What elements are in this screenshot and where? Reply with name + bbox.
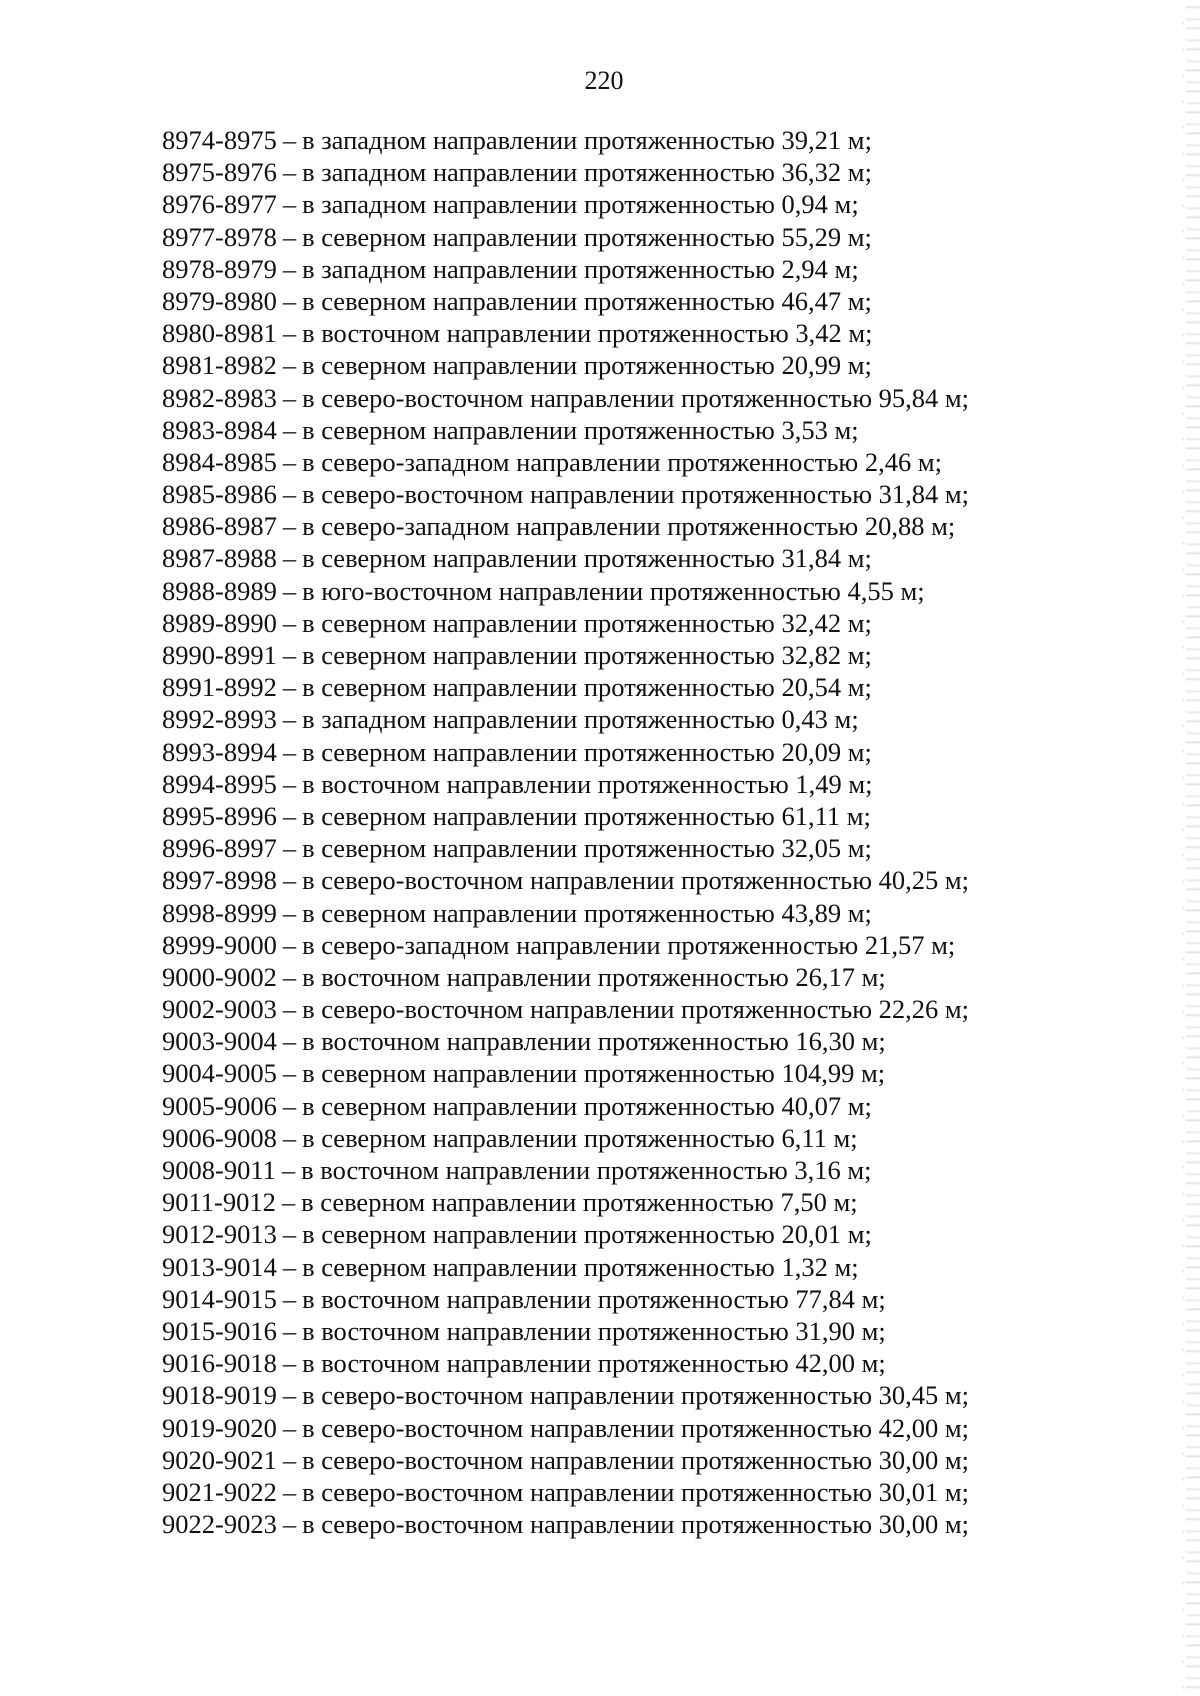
segment-points: 8991-8992 [162, 672, 277, 703]
segment-description: в северо-западном направлении протяженностью 20,88 м; [302, 511, 956, 542]
dash-separator: – [282, 1122, 297, 1153]
segment-points: 8974-8975 [162, 125, 277, 155]
dash-separator: – [282, 1380, 297, 1411]
dash-separator: – [282, 221, 297, 252]
dash-separator: – [282, 736, 297, 767]
list-item [162, 1412, 1062, 1444]
segment-points: 9011-9012 [162, 1187, 276, 1218]
list-item [162, 221, 1062, 253]
segment-points: 8992-8993 [162, 704, 277, 735]
segment-description: в западном направлении протяженностью 2,94 м; [302, 253, 859, 284]
dash-separator: – [282, 125, 297, 155]
segment-points: 8984-8985 [162, 446, 277, 477]
segment-description: в северо-восточном направлении протяженностью 30,45 м; [302, 1380, 970, 1411]
list-item [162, 1379, 1062, 1411]
list-item [162, 1122, 1062, 1154]
list-item [162, 1186, 1062, 1218]
list-item [162, 1025, 1062, 1057]
dash-separator: – [282, 575, 297, 606]
list-item [162, 575, 1062, 607]
segment-points: 9013-9014 [162, 1251, 277, 1282]
dash-separator: – [282, 994, 297, 1025]
dash-separator: – [282, 511, 297, 542]
segment-points: 8996-8997 [162, 833, 277, 864]
list-item [162, 317, 1062, 349]
segment-points: 9018-9019 [162, 1380, 277, 1411]
dash-separator: – [282, 285, 297, 316]
dash-separator: – [282, 1444, 297, 1475]
segment-points: 8978-8979 [162, 253, 277, 284]
segment-points: 9003-9004 [162, 1026, 277, 1057]
segment-points: 8988-8989 [162, 575, 277, 606]
segment-description: в северо-восточном направлении протяженностью 95,84 м; [302, 382, 970, 413]
segment-points: 8981-8982 [162, 350, 277, 381]
segment-points: 8985-8986 [162, 479, 277, 510]
dash-separator: – [282, 446, 297, 477]
list-item [162, 414, 1062, 446]
segment-points: 8986-8987 [162, 511, 277, 542]
segment-description: в северо-восточном направлении протяженностью 30,00 м; [302, 1509, 970, 1540]
list-item [162, 993, 1062, 1025]
list-item [162, 864, 1062, 896]
segment-description: в западном направлении протяженностью 0,94 м; [302, 189, 859, 220]
segment-points: 9014-9015 [162, 1283, 277, 1314]
segment-points: 8976-8977 [162, 189, 277, 220]
dash-separator: – [282, 543, 297, 574]
segment-points: 8995-8996 [162, 800, 277, 831]
segment-description: в северо-восточном направлении протяженностью 30,00 м; [302, 1444, 970, 1475]
list-item [162, 382, 1062, 414]
segment-description: в северо-восточном направлении протяженностью 31,84 м; [302, 479, 970, 510]
segment-points: 8993-8994 [162, 736, 277, 767]
segment-description: в восточном направлении протяженностью 77,84 м; [302, 1283, 886, 1314]
dash-separator: – [282, 1476, 297, 1507]
segment-points: 9015-9016 [162, 1315, 277, 1346]
segment-description: в северо-западном направлении протяженностью 21,57 м; [302, 929, 956, 960]
dash-separator: – [282, 189, 297, 220]
dash-separator: – [281, 1187, 296, 1218]
list-item [162, 188, 1062, 220]
list-item [162, 1090, 1062, 1122]
dash-separator: – [282, 800, 297, 831]
list-item [162, 253, 1062, 285]
dash-separator: – [282, 768, 297, 799]
segment-points: 8977-8978 [162, 221, 277, 252]
segment-description: в северном направлении протяженностью 43,89 м; [302, 897, 872, 928]
segment-description: в северном направлении протяженностью 20,09 м; [302, 736, 872, 767]
list-item [162, 671, 1062, 703]
dash-separator: – [282, 1058, 297, 1089]
segment-description: в северном направлении протяженностью 3,53 м; [302, 414, 859, 445]
segment-description: в северном направлении протяженностью 40,07 м; [302, 1090, 872, 1121]
list-item [162, 1347, 1062, 1379]
segment-description: в северном направлении протяженностью 20,54 м; [302, 672, 872, 703]
segment-description: в северо-восточном направлении протяженностью 40,25 м; [302, 865, 970, 896]
dash-separator: – [282, 607, 297, 638]
page-number: 220 [584, 66, 624, 95]
segment-points: 8980-8981 [162, 318, 277, 349]
segment-points: 9008-9011 [162, 1155, 276, 1185]
list-item [162, 349, 1062, 381]
list-item [162, 478, 1062, 510]
dash-separator: – [282, 350, 297, 381]
dash-separator: – [282, 479, 297, 510]
dash-separator: – [282, 414, 297, 445]
list-item [162, 124, 1062, 156]
segment-description: в западном направлении протяженностью 0,43 м; [302, 704, 859, 735]
list-item [162, 542, 1062, 574]
segment-points: 8994-8995 [162, 768, 277, 799]
dash-separator: – [282, 1251, 297, 1282]
dash-separator: – [282, 833, 297, 864]
segment-description: в восточном направлении протяженностью 31,90 м; [302, 1315, 886, 1346]
dash-separator: – [282, 253, 297, 284]
segment-description: в восточном направлении протяженностью 3,16 м; [301, 1155, 872, 1185]
dash-separator: – [282, 382, 297, 413]
dash-separator: – [282, 157, 297, 188]
segment-points: 9021-9022 [162, 1476, 277, 1507]
segment-description: в западном направлении протяженностью 36,32 м; [302, 157, 872, 188]
list-item [162, 285, 1062, 317]
segment-description: в северном направлении протяженностью 20,01 м; [302, 1219, 872, 1250]
segment-points: 9002-9003 [162, 994, 277, 1025]
dash-separator: – [281, 1155, 296, 1185]
dash-separator: – [282, 961, 297, 992]
segment-description: в северо-западном направлении протяженностью 2,46 м; [302, 446, 942, 477]
segment-description: в северном направлении протяженностью 1,32 м; [302, 1251, 859, 1282]
list-item [162, 736, 1062, 768]
list-item [162, 446, 1062, 478]
dash-separator: – [282, 1219, 297, 1250]
dash-separator: – [282, 1412, 297, 1443]
segment-points: 9004-9005 [162, 1058, 277, 1089]
segment-points: 8982-8983 [162, 382, 277, 413]
list-item [162, 929, 1062, 961]
segment-description: в юго-восточном направлении протяженностью 4,55 м; [302, 575, 925, 606]
segment-description: в восточном направлении протяженностью 26,17 м; [302, 961, 886, 992]
segment-description: в восточном направлении протяженностью 3,42 м; [302, 318, 873, 349]
segment-points: 8975-8976 [162, 157, 277, 188]
dash-separator: – [282, 640, 297, 670]
segment-points: 9019-9020 [162, 1412, 277, 1443]
segment-points: 9000-9002 [162, 961, 277, 992]
segment-points: 8983-8984 [162, 414, 277, 445]
segment-description: в северном направлении протяженностью 61,11 м; [302, 800, 871, 831]
segment-points: 9005-9006 [162, 1090, 277, 1121]
list-item [162, 1251, 1062, 1283]
segment-description: в западном направлении протяженностью 39,21 м; [302, 125, 872, 155]
segment-description: в северном направлении протяженностью 32,82 м; [302, 640, 872, 670]
dash-separator: – [282, 1509, 297, 1540]
list-item [162, 1283, 1062, 1315]
dash-separator: – [282, 897, 297, 928]
segment-description: в северо-восточном направлении протяженностью 30,01 м; [302, 1476, 970, 1507]
list-item [162, 1154, 1062, 1186]
list-item [162, 1476, 1062, 1508]
list-item [162, 1315, 1062, 1347]
segment-points: 8989-8990 [162, 607, 277, 638]
segment-points: 9022-9023 [162, 1509, 277, 1540]
segment-points: 8999-9000 [162, 929, 277, 960]
list-item [162, 1508, 1062, 1540]
dash-separator: – [282, 1090, 297, 1121]
segment-description: в восточном направлении протяженностью 16,30 м; [302, 1026, 886, 1057]
list-item [162, 1057, 1062, 1089]
scan-edge-artifact [1186, 0, 1200, 1696]
segment-description: в восточном направлении протяженностью 1,49 м; [302, 768, 873, 799]
boundary-segment-list [162, 124, 1062, 1540]
list-item [162, 961, 1062, 993]
segment-description: в северном направлении протяженностью 32,05 м; [302, 833, 872, 864]
segment-description: в северном направлении протяженностью 32,42 м; [302, 607, 872, 638]
list-item [162, 156, 1062, 188]
dash-separator: – [282, 704, 297, 735]
segment-points: 8997-8998 [162, 865, 277, 896]
segment-description: в северном направлении протяженностью 104,99 м; [302, 1058, 886, 1089]
list-item [162, 1444, 1062, 1476]
dash-separator: – [282, 929, 297, 960]
segment-description: в северо-восточном направлении протяженностью 42,00 м; [302, 1412, 970, 1443]
segment-points: 8990-8991 [162, 640, 277, 670]
segment-points: 8979-8980 [162, 285, 277, 316]
dash-separator: – [282, 1283, 297, 1314]
segment-points: 9016-9018 [162, 1348, 277, 1379]
segment-description: в северном направлении протяженностью 46,47 м; [302, 285, 872, 316]
segment-description: в восточном направлении протяженностью 42,00 м; [302, 1348, 886, 1379]
dash-separator: – [282, 1026, 297, 1057]
dash-separator: – [282, 865, 297, 896]
segment-points: 9006-9008 [162, 1122, 277, 1153]
segment-description: в северном направлении протяженностью 7,50 м; [301, 1187, 858, 1218]
segment-points: 8998-8999 [162, 897, 277, 928]
dash-separator: – [282, 1315, 297, 1346]
list-item [162, 768, 1062, 800]
segment-description: в северном направлении протяженностью 31,84 м; [302, 543, 872, 574]
list-item [162, 607, 1062, 639]
list-item [162, 897, 1062, 929]
list-item [162, 510, 1062, 542]
segment-description: в северном направлении протяженностью 20,99 м; [302, 350, 872, 381]
segment-description: в северном направлении протяженностью 6,11 м; [302, 1122, 858, 1153]
segment-description: в северо-восточном направлении протяженностью 22,26 м; [302, 994, 970, 1025]
segment-points: 9012-9013 [162, 1219, 277, 1250]
segment-points: 8987-8988 [162, 543, 277, 574]
dash-separator: – [282, 672, 297, 703]
scan-edge-artifact-inner [1182, 0, 1184, 1696]
dash-separator: – [282, 318, 297, 349]
list-item [162, 800, 1062, 832]
list-item [162, 703, 1062, 735]
dash-separator: – [282, 1348, 297, 1379]
segment-description: в северном направлении протяженностью 55,29 м; [302, 221, 872, 252]
segment-points: 9020-9021 [162, 1444, 277, 1475]
list-item [162, 639, 1062, 671]
list-item [162, 832, 1062, 864]
list-item [162, 1218, 1062, 1250]
